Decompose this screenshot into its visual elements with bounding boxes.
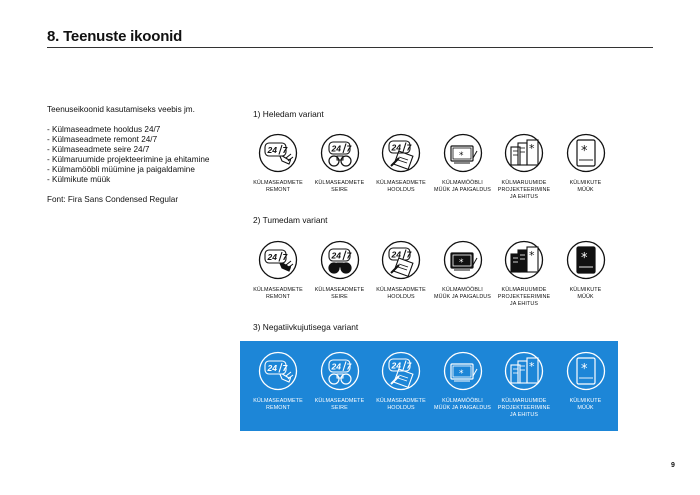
icon-row-light (240, 133, 618, 223)
page-number: 9 (671, 462, 675, 469)
caption-line: REMONT (266, 404, 290, 411)
svg-text:24: 24 (267, 252, 277, 262)
caption-line: KÜLMIKUTE (569, 180, 602, 186)
caption-line: KÜLMASEADMETE (253, 180, 303, 186)
caption-line: PROJEKTEERIMINE (497, 186, 551, 193)
wrench-24-7-icon (258, 351, 298, 391)
caption-line: KÜLMIKUTE (569, 287, 602, 293)
caption-line: JA EHITUS (509, 411, 539, 418)
title-rule (47, 47, 653, 48)
fridge-cabinet-icon (443, 240, 483, 280)
page-title: 8. Teenuste ikoonid (47, 28, 183, 45)
section-title-light: 1) Heledam variant (253, 109, 324, 119)
wrench-24-7-icon (258, 133, 298, 173)
svg-text:*: * (529, 360, 535, 373)
caption-line: REMONT (266, 293, 290, 300)
svg-text:24: 24 (331, 143, 341, 154)
service-icon-caption (548, 398, 624, 412)
svg-text:*: * (580, 251, 587, 266)
caption-line: HOOLDUS (387, 186, 415, 193)
intro-list-item: - Külmaseadmete hooldus 24/7 (47, 125, 161, 134)
refrigerator-icon (566, 240, 606, 280)
caption-line: PROJEKTEERIMINE (497, 293, 551, 300)
caption-line: KÜLMASEADMETE (253, 398, 303, 404)
binoculars-24-7-icon (320, 240, 360, 280)
svg-text:24: 24 (391, 142, 401, 153)
caption-line: KÜLMIKUTE (569, 398, 602, 404)
icon-row-negative (240, 341, 618, 431)
caption-line: SEIRE (331, 186, 348, 193)
caption-line: KÜLMASEADMETE (376, 180, 426, 186)
caption-line: KÜLMARUUMIDE (501, 398, 547, 404)
intro-list-item: - Külmaruumide projekteerimine ja ehitamine (47, 155, 210, 164)
caption-line: SEIRE (331, 293, 348, 300)
refrigerator-icon (566, 133, 606, 173)
building-snowflake-icon (504, 351, 544, 391)
caption-line: MÜÜK (577, 404, 594, 411)
caption-line: MÜÜK (577, 186, 594, 193)
svg-text:7: 7 (406, 360, 412, 371)
clipboard-pen-24-7-icon (381, 351, 421, 391)
intro-list-item: - Külmaseadmete remont 24/7 (47, 135, 158, 144)
svg-text:*: * (529, 142, 535, 155)
intro-list-item: - Külmaseadmete seire 24/7 (47, 145, 150, 154)
svg-text:*: * (458, 369, 463, 379)
caption-line: SEIRE (331, 404, 348, 411)
caption-line: KÜLMASEADMETE (376, 287, 426, 293)
svg-text:7: 7 (406, 249, 412, 260)
intro-list-item: - Külmamööbli müümine ja paigaldamine (47, 165, 195, 174)
svg-text:7: 7 (282, 363, 288, 373)
icon-row-dark (240, 240, 618, 330)
intro-text-block (47, 105, 237, 205)
svg-text:7: 7 (282, 145, 288, 155)
section-title-negative: 3) Negatiivkujutisega variant (253, 322, 359, 332)
caption-line: HOOLDUS (387, 404, 415, 411)
fridge-cabinet-icon (443, 351, 483, 391)
intro-lead: Teenuseikoonid kasutamiseks veebis jm. (47, 105, 195, 114)
svg-text:*: * (458, 151, 463, 161)
svg-text:24: 24 (331, 250, 341, 261)
building-snowflake-icon (504, 240, 544, 280)
caption-line: JA EHITUS (509, 193, 539, 200)
caption-line: JA EHITUS (509, 300, 539, 307)
caption-line: KÜLMAMÖÖBLI (442, 287, 483, 293)
clipboard-pen-24-7-icon (381, 240, 421, 280)
caption-line: PROJEKTEERIMINE (497, 404, 551, 411)
caption-line: KÜLMAMÖÖBLI (442, 398, 483, 404)
caption-line: KÜLMARUUMIDE (501, 180, 547, 186)
caption-line: MÜÜK JA PAIGALDUS (433, 404, 492, 411)
caption-line: KÜLMARUUMIDE (501, 287, 547, 293)
svg-text:24: 24 (267, 363, 277, 373)
svg-text:24: 24 (391, 360, 401, 371)
svg-text:*: * (529, 249, 535, 262)
building-snowflake-icon (504, 133, 544, 173)
svg-text:7: 7 (406, 142, 412, 153)
caption-line: MÜÜK (577, 293, 594, 300)
caption-line: KÜLMASEADMETE (376, 398, 426, 404)
caption-line: REMONT (266, 186, 290, 193)
caption-line: HOOLDUS (387, 293, 415, 300)
service-icon-caption (548, 287, 624, 301)
svg-text:24: 24 (331, 361, 341, 372)
caption-line: KÜLMASEADMETE (314, 287, 365, 293)
clipboard-pen-24-7-icon (381, 133, 421, 173)
caption-line: KÜLMAMÖÖBLI (442, 180, 483, 186)
caption-line: KÜLMASEADMETE (314, 398, 365, 404)
svg-text:24: 24 (391, 249, 401, 260)
caption-line: KÜLMASEADMETE (314, 180, 365, 186)
intro-list-item: - Külmikute müük (47, 175, 111, 184)
svg-text:*: * (458, 258, 463, 268)
svg-text:7: 7 (346, 143, 351, 154)
binoculars-24-7-icon (320, 133, 360, 173)
caption-line: MÜÜK JA PAIGALDUS (433, 186, 492, 193)
wrench-24-7-icon (258, 240, 298, 280)
font-note: Font: Fira Sans Condensed Regular (47, 195, 179, 204)
svg-text:24: 24 (267, 145, 277, 155)
section-title-dark: 2) Tumedam variant (253, 215, 328, 225)
binoculars-24-7-icon (320, 351, 360, 391)
fridge-cabinet-icon (443, 133, 483, 173)
svg-text:*: * (580, 362, 587, 377)
service-icon-caption (548, 180, 624, 194)
refrigerator-icon (566, 351, 606, 391)
svg-text:7: 7 (282, 252, 288, 262)
caption-line: KÜLMASEADMETE (253, 287, 303, 293)
svg-text:*: * (580, 144, 587, 159)
svg-text:7: 7 (346, 250, 351, 261)
svg-text:7: 7 (346, 361, 351, 372)
caption-line: MÜÜK JA PAIGALDUS (433, 293, 492, 300)
